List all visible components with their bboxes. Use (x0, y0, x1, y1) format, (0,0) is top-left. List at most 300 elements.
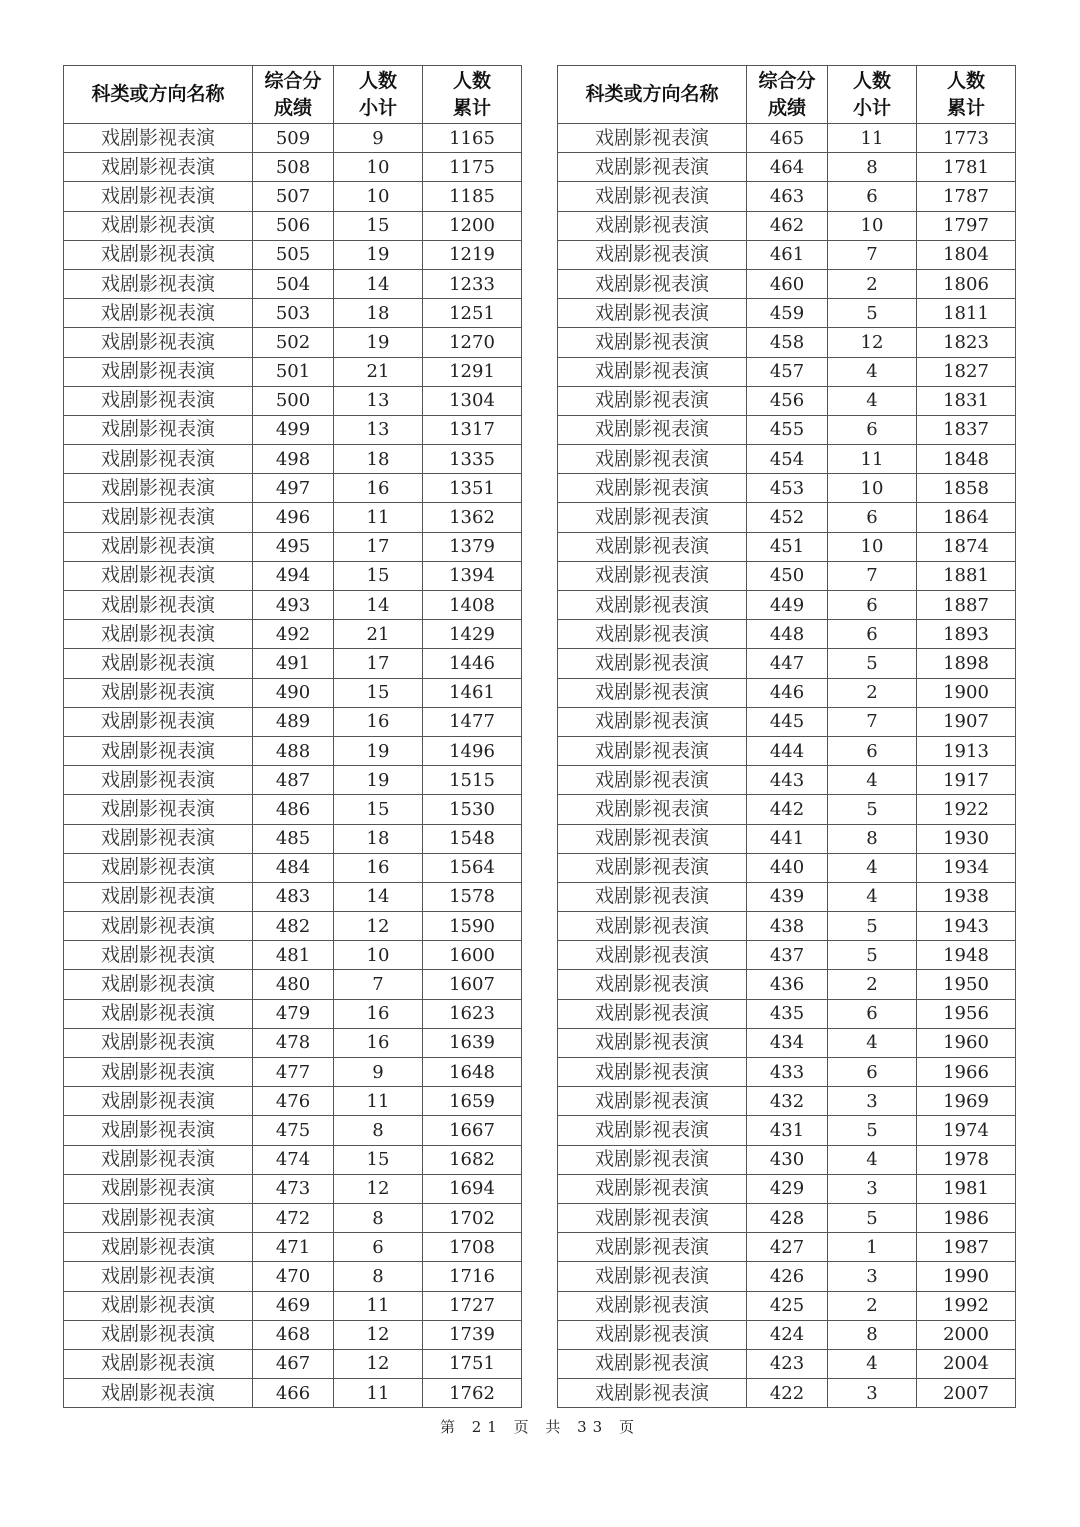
subject-name-cell: 戏剧影视表演 (64, 1174, 253, 1203)
subject-name-cell: 戏剧影视表演 (64, 124, 253, 153)
cumulative-cell: 1898 (917, 649, 1016, 678)
table-row (64, 1087, 522, 1116)
table-row (64, 1291, 522, 1320)
count-cell: 16 (334, 853, 423, 882)
subject-name-cell: 戏剧影视表演 (64, 357, 253, 386)
cumulative-cell: 1934 (917, 853, 1016, 882)
table-row (64, 1116, 522, 1145)
table-row (64, 532, 522, 561)
cumulative-cell: 1751 (423, 1349, 522, 1378)
table-row (558, 357, 1016, 386)
cumulative-cell: 1804 (917, 240, 1016, 269)
cumulative-cell: 1708 (423, 1233, 522, 1262)
score-cell: 473 (253, 1174, 334, 1203)
cumulative-cell: 1930 (917, 824, 1016, 853)
score-cell: 449 (747, 591, 828, 620)
score-cell: 459 (747, 299, 828, 328)
score-cell: 436 (747, 970, 828, 999)
table-row (64, 240, 522, 269)
cumulative-cell: 1165 (423, 124, 522, 153)
cumulative-cell: 1623 (423, 999, 522, 1028)
left-score-table (63, 65, 522, 1408)
score-cell: 474 (253, 1145, 334, 1174)
count-cell: 11 (828, 445, 917, 474)
subject-name-cell: 戏剧影视表演 (64, 853, 253, 882)
count-cell: 2 (828, 970, 917, 999)
subject-name-cell: 戏剧影视表演 (64, 1233, 253, 1262)
count-cell: 8 (334, 1203, 423, 1232)
subject-name-cell: 戏剧影视表演 (64, 182, 253, 211)
subject-name-cell: 戏剧影视表演 (64, 386, 253, 415)
table-row (64, 1028, 522, 1057)
subject-name-cell: 戏剧影视表演 (64, 1028, 253, 1057)
subject-name-cell: 戏剧影视表演 (558, 970, 747, 999)
cumulative-cell: 1291 (423, 357, 522, 386)
header-row (558, 66, 1016, 124)
cumulative-cell: 1233 (423, 269, 522, 298)
table-row (64, 882, 522, 911)
score-cell: 462 (747, 211, 828, 240)
count-cell: 16 (334, 1028, 423, 1057)
score-cell: 493 (253, 591, 334, 620)
count-cell: 8 (334, 1116, 423, 1145)
cumulative-cell: 1362 (423, 503, 522, 532)
table-row (64, 445, 522, 474)
subject-name-cell: 戏剧影视表演 (558, 124, 747, 153)
score-cell: 500 (253, 386, 334, 415)
cumulative-cell: 1590 (423, 912, 522, 941)
cumulative-cell: 1837 (917, 415, 1016, 444)
cumulative-cell: 1864 (917, 503, 1016, 532)
subject-name-cell: 戏剧影视表演 (558, 795, 747, 824)
cumulative-cell: 1966 (917, 1058, 1016, 1087)
count-cell: 11 (334, 1379, 423, 1408)
header-cumulative (423, 66, 522, 124)
subject-name-cell: 戏剧影视表演 (558, 1087, 747, 1116)
count-cell: 13 (334, 386, 423, 415)
table-row (64, 153, 522, 182)
score-cell: 440 (747, 853, 828, 882)
subject-name-cell: 戏剧影视表演 (558, 182, 747, 211)
subject-name-cell: 戏剧影视表演 (558, 328, 747, 357)
subject-name-cell: 戏剧影视表演 (558, 1379, 747, 1408)
score-cell: 438 (747, 912, 828, 941)
table-row (558, 591, 1016, 620)
count-cell: 7 (828, 240, 917, 269)
table-row (64, 970, 522, 999)
cumulative-cell: 1379 (423, 532, 522, 561)
score-cell: 463 (747, 182, 828, 211)
count-cell: 12 (334, 912, 423, 941)
count-cell: 4 (828, 853, 917, 882)
header-score-line1: 综合分 (758, 69, 816, 92)
count-cell: 19 (334, 328, 423, 357)
score-cell: 453 (747, 474, 828, 503)
table-row (64, 561, 522, 590)
table-row (558, 824, 1016, 853)
cumulative-cell: 1827 (917, 357, 1016, 386)
table-row (558, 853, 1016, 882)
score-cell: 489 (253, 707, 334, 736)
cumulative-cell: 1990 (917, 1262, 1016, 1291)
count-cell: 2 (828, 678, 917, 707)
cumulative-cell: 1969 (917, 1087, 1016, 1116)
count-cell: 6 (828, 736, 917, 765)
subject-name-cell: 戏剧影视表演 (64, 620, 253, 649)
table-row (558, 532, 1016, 561)
right-score-table (557, 65, 1016, 1408)
subject-name-cell: 戏剧影视表演 (558, 1028, 747, 1057)
table-row (558, 1116, 1016, 1145)
table-row (558, 503, 1016, 532)
score-cell: 452 (747, 503, 828, 532)
subject-name-cell: 戏剧影视表演 (558, 678, 747, 707)
score-cell: 461 (747, 240, 828, 269)
table-row (64, 853, 522, 882)
table-row (558, 1291, 1016, 1320)
count-cell: 18 (334, 824, 423, 853)
subject-name-cell: 戏剧影视表演 (64, 1379, 253, 1408)
cumulative-cell: 1659 (423, 1087, 522, 1116)
table-row (64, 620, 522, 649)
score-cell: 509 (253, 124, 334, 153)
table-row (558, 1203, 1016, 1232)
score-cell: 443 (747, 766, 828, 795)
header-cumulative-line2: 累计 (452, 96, 491, 119)
score-cell: 478 (253, 1028, 334, 1057)
header-subject-name: 科类或方向名称 (558, 66, 747, 124)
table-row (64, 1145, 522, 1174)
subject-name-cell: 戏剧影视表演 (558, 474, 747, 503)
subject-name-cell: 戏剧影视表演 (64, 912, 253, 941)
table-row (64, 1174, 522, 1203)
table-row (558, 1058, 1016, 1087)
score-cell: 432 (747, 1087, 828, 1116)
count-cell: 5 (828, 1203, 917, 1232)
score-cell: 476 (253, 1087, 334, 1116)
cumulative-cell: 1200 (423, 211, 522, 240)
count-cell: 3 (828, 1262, 917, 1291)
score-cell: 422 (747, 1379, 828, 1408)
cumulative-cell: 1974 (917, 1116, 1016, 1145)
cumulative-cell: 1773 (917, 124, 1016, 153)
cumulative-cell: 1848 (917, 445, 1016, 474)
score-cell: 507 (253, 182, 334, 211)
subject-name-cell: 戏剧影视表演 (64, 1058, 253, 1087)
score-cell: 451 (747, 532, 828, 561)
cumulative-cell: 1950 (917, 970, 1016, 999)
count-cell: 18 (334, 445, 423, 474)
header-row (64, 66, 522, 124)
table-row (64, 707, 522, 736)
score-cell: 481 (253, 941, 334, 970)
subject-name-cell: 戏剧影视表演 (558, 1262, 747, 1291)
table-row (558, 240, 1016, 269)
subject-name-cell: 戏剧影视表演 (64, 153, 253, 182)
score-cell: 484 (253, 853, 334, 882)
cumulative-cell: 1913 (917, 736, 1016, 765)
cumulative-cell: 1175 (423, 153, 522, 182)
table-row (64, 386, 522, 415)
cumulative-cell: 1978 (917, 1145, 1016, 1174)
score-cell: 464 (747, 153, 828, 182)
subject-name-cell: 戏剧影视表演 (64, 474, 253, 503)
count-cell: 4 (828, 1145, 917, 1174)
cumulative-cell: 1992 (917, 1291, 1016, 1320)
cumulative-cell: 2000 (917, 1320, 1016, 1349)
count-cell: 1 (828, 1233, 917, 1262)
count-cell: 7 (828, 561, 917, 590)
count-cell: 12 (334, 1320, 423, 1349)
subject-name-cell: 戏剧影视表演 (64, 240, 253, 269)
cumulative-cell: 1987 (917, 1233, 1016, 1262)
count-cell: 12 (334, 1349, 423, 1378)
table-row (558, 999, 1016, 1028)
subject-name-cell: 戏剧影视表演 (64, 941, 253, 970)
cumulative-cell: 1917 (917, 766, 1016, 795)
score-cell: 469 (253, 1291, 334, 1320)
subject-name-cell: 戏剧影视表演 (64, 678, 253, 707)
table-row (64, 415, 522, 444)
table-row (64, 328, 522, 357)
cumulative-cell: 1762 (423, 1379, 522, 1408)
score-cell: 467 (253, 1349, 334, 1378)
header-subject-name: 科类或方向名称 (64, 66, 253, 124)
subject-name-cell: 戏剧影视表演 (558, 912, 747, 941)
count-cell: 9 (334, 1058, 423, 1087)
score-cell: 490 (253, 678, 334, 707)
subject-name-cell: 戏剧影视表演 (558, 1233, 747, 1262)
count-cell: 11 (334, 1087, 423, 1116)
cumulative-cell: 1893 (917, 620, 1016, 649)
score-cell: 480 (253, 970, 334, 999)
count-cell: 4 (828, 766, 917, 795)
page-footer: 第 21 页 共 33 页 (439, 1418, 640, 1436)
table-row (558, 124, 1016, 153)
header-count (828, 66, 917, 124)
table-row (558, 678, 1016, 707)
count-cell: 15 (334, 211, 423, 240)
cumulative-cell: 1429 (423, 620, 522, 649)
count-cell: 19 (334, 736, 423, 765)
count-cell: 6 (828, 620, 917, 649)
table-row (558, 415, 1016, 444)
cumulative-cell: 1922 (917, 795, 1016, 824)
table-row (558, 707, 1016, 736)
score-cell: 447 (747, 649, 828, 678)
table-row (64, 941, 522, 970)
table-row (64, 211, 522, 240)
table-row (64, 269, 522, 298)
subject-name-cell: 戏剧影视表演 (558, 941, 747, 970)
count-cell: 17 (334, 532, 423, 561)
cumulative-cell: 2004 (917, 1349, 1016, 1378)
subject-name-cell: 戏剧影视表演 (558, 824, 747, 853)
count-cell: 5 (828, 941, 917, 970)
score-cell: 434 (747, 1028, 828, 1057)
table-row (64, 503, 522, 532)
table-row (558, 736, 1016, 765)
score-cell: 475 (253, 1116, 334, 1145)
count-cell: 11 (828, 124, 917, 153)
header-count-line2: 小计 (358, 96, 397, 119)
table-row (64, 1379, 522, 1408)
count-cell: 19 (334, 240, 423, 269)
cumulative-cell: 1304 (423, 386, 522, 415)
subject-name-cell: 戏剧影视表演 (64, 1262, 253, 1291)
table-row (558, 269, 1016, 298)
table-row (558, 1349, 1016, 1378)
table-row (64, 736, 522, 765)
score-cell: 457 (747, 357, 828, 386)
right-table-body (558, 124, 1016, 1408)
subject-name-cell: 戏剧影视表演 (64, 1291, 253, 1320)
score-cell: 477 (253, 1058, 334, 1087)
subject-name-cell: 戏剧影视表演 (64, 211, 253, 240)
subject-name-cell: 戏剧影视表演 (558, 503, 747, 532)
subject-name-cell: 戏剧影视表演 (558, 1203, 747, 1232)
subject-name-cell: 戏剧影视表演 (64, 824, 253, 853)
subject-name-cell: 戏剧影视表演 (558, 153, 747, 182)
subject-name-cell: 戏剧影视表演 (558, 766, 747, 795)
subject-name-cell: 戏剧影视表演 (558, 445, 747, 474)
cumulative-cell: 1394 (423, 561, 522, 590)
subject-name-cell: 戏剧影视表演 (558, 620, 747, 649)
subject-name-cell: 戏剧影视表演 (64, 882, 253, 911)
header-cumulative-line2: 累计 (946, 96, 985, 119)
cumulative-cell: 1515 (423, 766, 522, 795)
table-row (558, 386, 1016, 415)
subject-name-cell: 戏剧影视表演 (64, 269, 253, 298)
count-cell: 3 (828, 1379, 917, 1408)
table-row (558, 328, 1016, 357)
count-cell: 8 (828, 824, 917, 853)
score-cell: 479 (253, 999, 334, 1028)
subject-name-cell: 戏剧影视表演 (558, 561, 747, 590)
header-score (747, 66, 828, 124)
subject-name-cell: 戏剧影视表演 (558, 1320, 747, 1349)
count-cell: 18 (334, 299, 423, 328)
table-row (64, 824, 522, 853)
count-cell: 6 (828, 503, 917, 532)
cumulative-cell: 1806 (917, 269, 1016, 298)
cumulative-cell: 1739 (423, 1320, 522, 1349)
count-cell: 10 (828, 532, 917, 561)
count-cell: 2 (828, 1291, 917, 1320)
header-cumulative-line1: 人数 (946, 69, 985, 92)
subject-name-cell: 戏剧影视表演 (558, 415, 747, 444)
subject-name-cell: 戏剧影视表演 (64, 1349, 253, 1378)
count-cell: 5 (828, 649, 917, 678)
cumulative-cell: 1727 (423, 1291, 522, 1320)
subject-name-cell: 戏剧影视表演 (64, 970, 253, 999)
score-cell: 446 (747, 678, 828, 707)
subject-name-cell: 戏剧影视表演 (64, 766, 253, 795)
count-cell: 14 (334, 591, 423, 620)
table-row (64, 912, 522, 941)
subject-name-cell: 戏剧影视表演 (558, 1349, 747, 1378)
header-score-line2: 成绩 (767, 96, 806, 119)
cumulative-cell: 1639 (423, 1028, 522, 1057)
table-row (558, 1174, 1016, 1203)
score-cell: 455 (747, 415, 828, 444)
cumulative-cell: 1408 (423, 591, 522, 620)
subject-name-cell: 戏剧影视表演 (64, 532, 253, 561)
count-cell: 13 (334, 415, 423, 444)
count-cell: 16 (334, 707, 423, 736)
table-row (64, 474, 522, 503)
subject-name-cell: 戏剧影视表演 (64, 299, 253, 328)
header-count-line2: 小计 (852, 96, 891, 119)
cumulative-cell: 1607 (423, 970, 522, 999)
cumulative-cell: 1900 (917, 678, 1016, 707)
score-cell: 426 (747, 1262, 828, 1291)
subject-name-cell: 戏剧影视表演 (558, 1116, 747, 1145)
table-row (64, 182, 522, 211)
subject-name-cell: 戏剧影视表演 (558, 1174, 747, 1203)
table-row (558, 182, 1016, 211)
cumulative-cell: 1667 (423, 1116, 522, 1145)
cumulative-cell: 1831 (917, 386, 1016, 415)
cumulative-cell: 1938 (917, 882, 1016, 911)
cumulative-cell: 1881 (917, 561, 1016, 590)
cumulative-cell: 1530 (423, 795, 522, 824)
header-score-line2: 成绩 (273, 96, 312, 119)
score-cell: 495 (253, 532, 334, 561)
subject-name-cell: 戏剧影视表演 (64, 999, 253, 1028)
left-table-body (64, 124, 522, 1408)
table-row (64, 357, 522, 386)
table-row (558, 941, 1016, 970)
count-cell: 10 (334, 153, 423, 182)
subject-name-cell: 戏剧影视表演 (64, 1320, 253, 1349)
cumulative-cell: 1578 (423, 882, 522, 911)
score-cell: 483 (253, 882, 334, 911)
count-cell: 4 (828, 386, 917, 415)
cumulative-cell: 1948 (917, 941, 1016, 970)
subject-name-cell: 戏剧影视表演 (64, 415, 253, 444)
count-cell: 2 (828, 269, 917, 298)
subject-name-cell: 戏剧影视表演 (558, 649, 747, 678)
table-row (558, 1320, 1016, 1349)
score-cell: 501 (253, 357, 334, 386)
table-row (558, 445, 1016, 474)
score-cell: 504 (253, 269, 334, 298)
table-row (558, 1087, 1016, 1116)
count-cell: 6 (828, 415, 917, 444)
score-cell: 442 (747, 795, 828, 824)
count-cell: 12 (334, 1174, 423, 1203)
score-cell: 492 (253, 620, 334, 649)
header-score-line1: 综合分 (264, 69, 322, 92)
header-cumulative (917, 66, 1016, 124)
score-cell: 497 (253, 474, 334, 503)
subject-name-cell: 戏剧影视表演 (558, 853, 747, 882)
cumulative-cell: 1943 (917, 912, 1016, 941)
table-row (64, 649, 522, 678)
subject-name-cell: 戏剧影视表演 (64, 736, 253, 765)
header-score (253, 66, 334, 124)
count-cell: 5 (828, 795, 917, 824)
score-cell: 503 (253, 299, 334, 328)
table-row (558, 912, 1016, 941)
cumulative-cell: 1986 (917, 1203, 1016, 1232)
subject-name-cell: 戏剧影视表演 (558, 707, 747, 736)
subject-name-cell: 戏剧影视表演 (64, 1203, 253, 1232)
table-row (64, 766, 522, 795)
cumulative-cell: 1907 (917, 707, 1016, 736)
table-row (64, 1320, 522, 1349)
